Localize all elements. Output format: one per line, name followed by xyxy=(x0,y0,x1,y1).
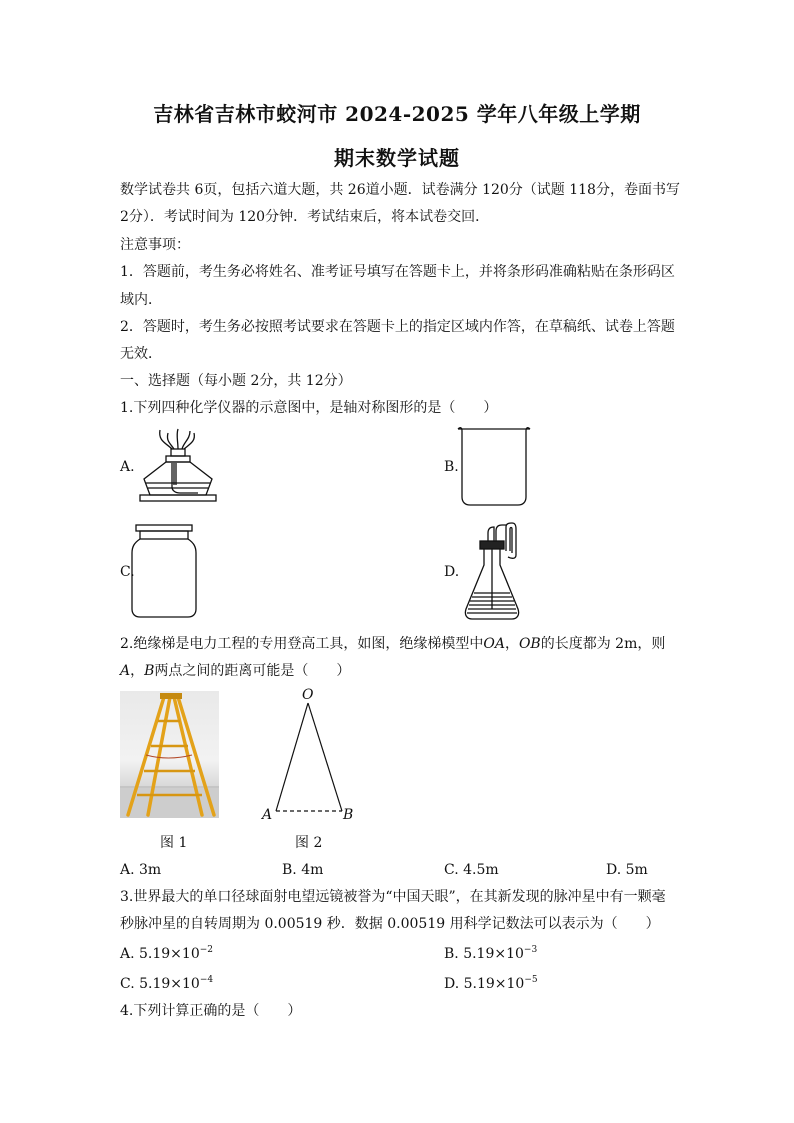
q3-stem-line2: 秒脉冲星的自转周期为 0.00519 秒．数据 0.00519 用科学记数法可以表示为（ ） xyxy=(120,916,660,932)
q3-option-c: C. $5.19\times 10^{-4}$ xyxy=(120,975,214,992)
q3-option-b-exponent: −3 xyxy=(523,945,538,955)
alcohol-lamp-figure xyxy=(136,427,220,503)
q2-option-d: D. 5m xyxy=(606,862,648,878)
q2-stem-text-b: 的长度都为 2m，则 xyxy=(540,636,666,652)
ladder-photo xyxy=(120,691,219,818)
q3-option-a-exponent: −2 xyxy=(199,945,214,955)
intro-line2: 2分）．考试时间为 120分钟．考试结束后，将本试卷交回． xyxy=(120,209,490,225)
q2-stem-line1 xyxy=(120,635,665,653)
q2-stem-text-c: 两点之间的距离可能是（ ） xyxy=(154,663,351,679)
exam-title-line1: 吉林省吉林市蛟河市 2024-2025 学年八年级上学期 xyxy=(153,102,641,126)
q1-option-d-label: D. xyxy=(444,564,460,580)
q3-option-d: D. $5.19\times 10^{-5}$ xyxy=(444,975,538,992)
point-a-inline: A xyxy=(120,663,131,679)
note1-line2: 域内． xyxy=(120,292,162,308)
q3-option-a: A. $5.19\times 10^{-2}$ xyxy=(120,945,214,962)
q1-stem: 1.下列四种化学仪器的示意图中，是轴对称图形的是（ ） xyxy=(120,400,498,416)
q4-stem: 4.下列计算正确的是（ ） xyxy=(120,1003,302,1019)
section1-heading: 一、选择题（每小题 2分，共 12分） xyxy=(120,373,352,389)
figure2-caption: 图 2 xyxy=(295,835,323,851)
reagent-bottle-figure xyxy=(130,523,198,619)
q3-option-d-exponent: −5 xyxy=(524,975,538,985)
notice-title: 注意事项： xyxy=(120,237,190,253)
beaker-figure xyxy=(456,425,532,507)
q2-option-a: A. 3m xyxy=(120,862,162,878)
q2-stem-line2: A，B两点之间的距离可能是（ ） xyxy=(120,663,351,679)
q2-option-c: C. 4.5m xyxy=(444,862,499,878)
q2-option-b: B. 4m xyxy=(282,862,324,878)
diagram-point-a: A xyxy=(262,807,273,823)
q2-comma: ， xyxy=(504,636,519,652)
gas-washing-flask-figure xyxy=(462,521,524,623)
point-b-inline: B xyxy=(144,663,155,679)
intro-line1: 数学试卷共 6页，包括六道大题，共 26道小题．试卷满分 120分（试题 118分，卷面书写 xyxy=(120,182,680,198)
diagram-point-o: O xyxy=(302,687,314,703)
q3-option-b: B. $5.19\times 10^{-3}$ xyxy=(444,945,538,962)
q2-stem-text-a: 2.绝缘梯是电力工程的专用登高工具，如图，绝缘梯模型中 xyxy=(120,636,484,652)
ladder-triangle-diagram xyxy=(260,683,360,823)
exam-title-line2: 期末数学试题 xyxy=(334,146,460,170)
diagram-point-b: B xyxy=(343,807,354,823)
segment-oa-label: OA xyxy=(483,636,505,652)
note2-line2: 无效． xyxy=(120,346,162,362)
q1-option-b-label: B. xyxy=(444,459,459,475)
note2-line1: 2．答题时，考生务必按照考试要求在答题卡上的指定区域内作答，在草稿纸、试卷上答题 xyxy=(120,319,675,335)
q3-option-c-exponent: −4 xyxy=(199,975,214,985)
q3-stem-line1: 3.世界最大的单口径球面射电望远镜被誉为“中国天眼”，在其新发现的脉冲星中有一颗毫 xyxy=(120,889,666,905)
q1-option-a-label: A. xyxy=(120,459,135,475)
figure1-caption: 图 1 xyxy=(160,835,188,851)
segment-ob-label: OB xyxy=(518,636,541,652)
note1-line1: 1．答题前，考生务必将姓名、准考证号填写在答题卡上，并将条形码准确粘贴在条形码区 xyxy=(120,264,675,280)
q1-option-c-label: C. xyxy=(120,564,135,580)
